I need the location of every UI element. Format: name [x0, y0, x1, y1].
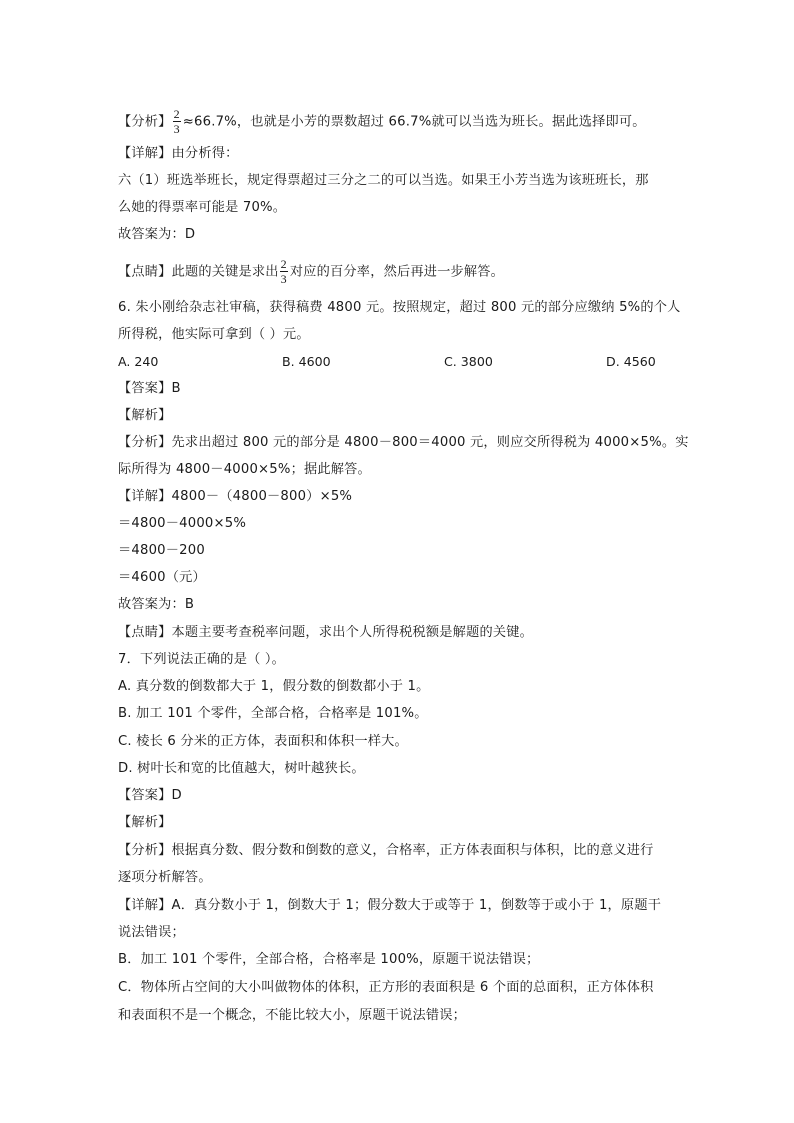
analysis-tag: 【分析】: [118, 114, 172, 130]
point-post: 对应的百分率，然后再进一步解答。: [289, 264, 505, 280]
detail-line: 【详解】由分析得：: [118, 146, 239, 161]
q7-detail-3: B．加工 101 个零件，全部合格，合格率是 100%，原题干说法错误；: [118, 952, 540, 967]
analysis-text: ≈66.7%，也就是小芳的票数超过 66.7%就可以当选为班长。据此选择即可。: [182, 114, 646, 130]
q6-stem-1: 6. 朱小刚给杂志社审稿，获得稿费 4800 元。按照规定，超过 800 元的部分应缴纳 5%的个人: [118, 300, 681, 315]
q6-option-a: A. 240: [118, 354, 159, 369]
q6-stem-2: 所得税，他实际可拿到（ ）元。: [118, 327, 310, 342]
point-line: [118, 258, 504, 285]
q7-detail-5: 和表面积不是一个概念，不能比较大小，原题干说法错误；: [118, 1008, 467, 1023]
q7-detail-4: C．物体所占空间的大小叫做物体的体积，正方形的表面积是 6 个面的总面积，正方体体积: [118, 980, 654, 995]
q6-analysis-2: 际所得为 4800－4000×5%；据此解答。: [118, 462, 371, 477]
q6-answer-is: 故答案为：B: [118, 597, 195, 612]
q7-detail-1: 【详解】A．真分数小于 1，倒数大于 1；假分数大于或等于 1，倒数等于或小于 1，原题干: [118, 898, 662, 913]
fraction: $\frac{2}{3}$: [173, 107, 180, 136]
q7-option-c: C. 棱长 6 分米的正方体，表面积和体积一样大。: [118, 734, 408, 749]
q6-explain: 【解析】: [118, 408, 172, 423]
q7-detail-2: 说法错误；: [118, 925, 185, 940]
q6-detail-4: ＝4600（元）: [118, 570, 206, 585]
answer-line: 故答案为：D: [118, 227, 196, 242]
point-tag: 【点睛】: [118, 264, 172, 280]
q6-option-d: D. 4560: [606, 354, 656, 369]
q6-option-c: C. 3800: [444, 354, 493, 369]
q7-option-a: A. 真分数的倒数都大于 1，假分数的倒数都小于 1。: [118, 679, 430, 694]
q7-option-b: B. 加工 101 个零件，全部合格，合格率是 101%。: [118, 706, 428, 721]
body-line-2: 么她的得票率可能是 70%。: [118, 200, 287, 215]
body-line-1: 六（1）班选举班长，规定得票超过三分之二的可以当选。如果王小芳当选为该班班长，那: [118, 173, 649, 188]
q6-point: 【点睛】本题主要考查税率问题，求出个人所得税税额是解题的关键。: [118, 625, 534, 640]
q7-stem: 7．下列说法正确的是（ ）。: [118, 652, 286, 667]
q6-analysis-1: 【分析】先求出超过 800 元的部分是 4800－800＝4000 元，则应交所得税为 4000×5%。实: [118, 435, 689, 450]
fraction: $\frac{2}{3}$: [280, 257, 287, 286]
q7-analysis-1: 【分析】根据真分数、假分数和倒数的意义，合格率，正方体表面积与体积，比的意义进行: [118, 843, 654, 858]
q6-option-b: B. 4600: [282, 354, 331, 369]
analysis-line: [118, 108, 646, 135]
q6-detail-2: ＝4800－4000×5%: [118, 516, 247, 531]
q6-answer: 【答案】B: [118, 381, 181, 396]
q6-detail-1: 【详解】4800－（4800－800）×5%: [118, 489, 353, 504]
q7-option-d: D. 树叶长和宽的比值越大，树叶越狭长。: [118, 761, 365, 776]
point-pre: 此题的关键是求出: [171, 264, 279, 280]
q7-analysis-2: 逐项分析解答。: [118, 870, 212, 885]
q7-explain: 【解析】: [118, 815, 172, 830]
q7-answer: 【答案】D: [118, 788, 182, 803]
q6-detail-3: ＝4800－200: [118, 543, 205, 558]
